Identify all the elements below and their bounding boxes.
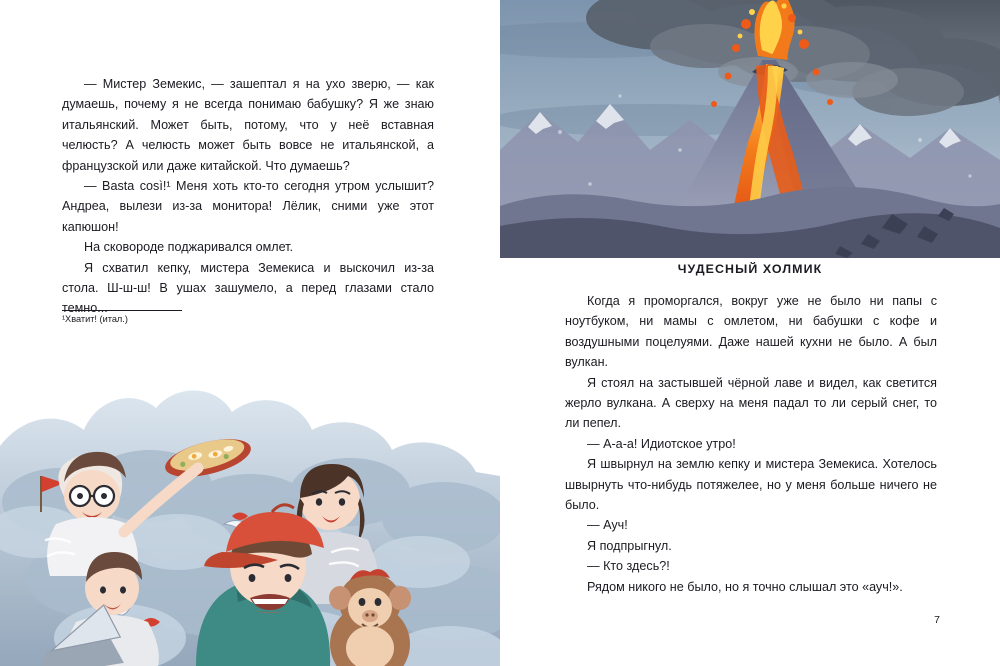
paragraph: На сковороде поджаривался омлет. xyxy=(84,240,294,255)
right-page xyxy=(500,0,1000,666)
chapter-title: ЧУДЕСНЫЙ ХОЛМИК xyxy=(677,262,823,276)
page-number: 7 xyxy=(934,614,940,626)
paragraph: Я подпрыгнул. xyxy=(587,538,672,553)
left-page-text xyxy=(62,74,434,319)
footnote-text: ¹Хватит! (итал.) xyxy=(62,314,128,324)
footnote xyxy=(62,310,182,324)
family-in-clouds-illustration xyxy=(0,326,500,666)
paragraph: Я швырнул на землю кепку и мистера Земекиса. Хотелось швырнуть что-нибудь потяжелее, но у меня больше ничего не было. xyxy=(565,457,937,513)
paragraph: — Basta così!¹ Меня хоть кто-то сегодня утром услышит? Андреа, вылези из-за монитора! Лёлик, сними уже этот капюшон! xyxy=(62,179,434,234)
paragraph: — Кто здесь?! xyxy=(587,559,670,574)
erupting-volcano-illustration xyxy=(500,0,1000,258)
paragraph: Я схватил кепку, мистера Земекиса и выскочил из-за стола. Ш-ш-ш! В ушах зашумело, а перед глазами стало темно... xyxy=(62,260,434,316)
paragraph: Рядом никого не было, но я точно слышал это «ауч!». xyxy=(587,579,903,594)
right-page-text xyxy=(565,291,937,597)
paragraph: — Мистер Земекис, — зашептал я на ухо зверю, — как думаешь, почему я не всегда понимаю бабушку? Я же знаю итальянский. Может быть, потому, что у неё вставная челюсть? А челюсть может быть вовсе не итальянской, а французской или даже китайской. Что думаешь? xyxy=(62,77,434,173)
paragraph: Я стоял на застывшей чёрной лаве и видел, как светится жерло вулкана. А сверху на меня падал то ли серый снег, то ли пепел. xyxy=(565,375,937,431)
paragraph: — А-а-а! Идиотское утро! xyxy=(587,436,736,451)
paragraph: Когда я проморгался, вокруг уже не было ни папы с ноутбуком, ни мамы с омлетом, ни бабушки с кофе и воздушными поцелуями. Даже нашей кухни не было. А был вулкан. xyxy=(565,294,937,370)
paragraph: — Ауч! xyxy=(587,518,628,533)
